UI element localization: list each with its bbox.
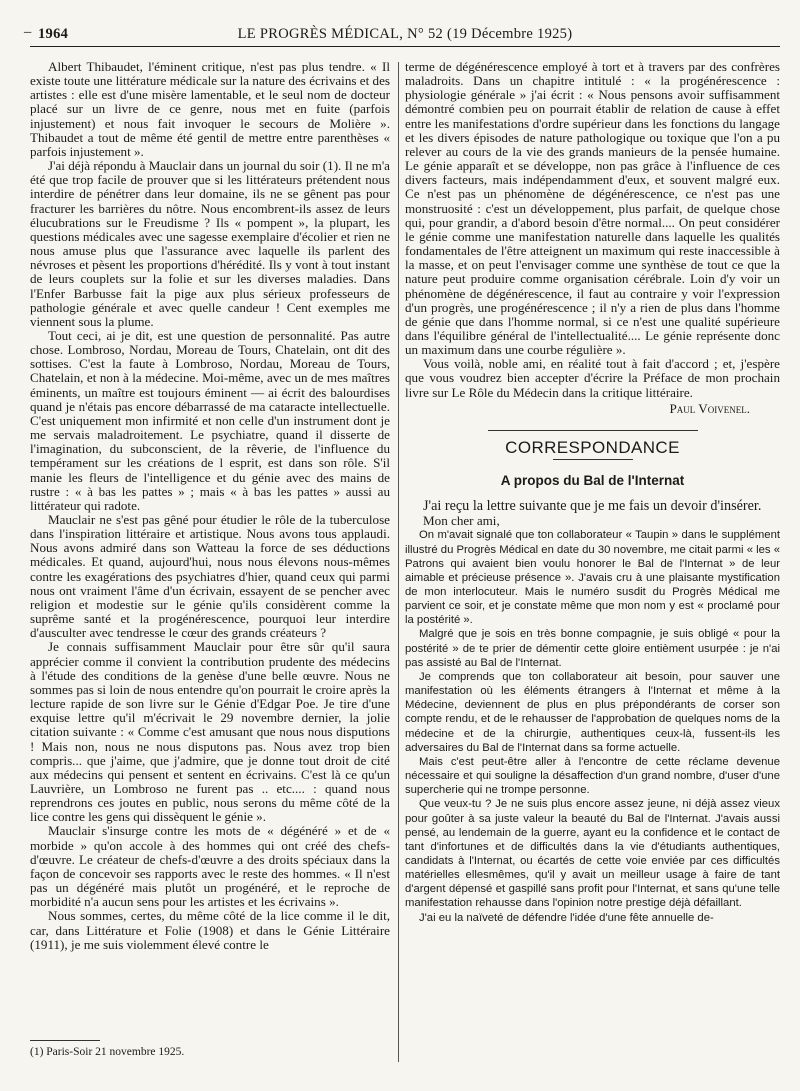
letter-body	[405, 528, 780, 924]
letter-paragraph: On m'avait signalé que ton collaborateur « Taupin » dans le supplément illustré du Progrès Médical en date du 30 novembre, me citait parmi « les « Patrons qui avaient bien voulu honorer le Bal de l'Internat » de leur aimable et précieuse présence ». J'avais cru à une plaisante mystification de mon interlocuteur. Mais le numéro susdit du Progrès Médical me parvient ce soir, et je constate même que mon nom y est « proclamé pour la postérité ».	[405, 529, 780, 627]
letter-paragraph: Je comprends que ton collaborateur ait besoin, pour sauver une manifestation où les éléments étrangers à l'Internat et même à la Médecine, deviennent de plus en plus prépondérants de corser son compte rendu, et de le rehausser de l'approbation de quelques noms de la médecine et de la chirurgie, authentiques ceux-là, fussent-ils les adversaires du Bal de l'Internat dans sa forme actuelle.	[405, 670, 780, 754]
paragraph: Albert Thibaudet, l'éminent critique, n'est pas plus tendre. « Il existe toute une littérature médicale sur la nature des écrivains et des artistes : elle est d'une misère lamentable, et le seul nom de docteur placé sur un livre de ce genre, nous met en fuite (parfois injustement) et nous fait invoquer le secours de Molière ». Thibaudet a tout de même été gentil de mettre entre parenthèses « parfois injustement ».	[30, 59, 390, 159]
paragraph: Mauclair ne s'est pas gêné pour étudier le rôle de la tuberculose dans l'inspiration littéraire et artistique. Nous avons tous applaudi. Nous avons admiré dans son Watteau la force de ses déductions médicales. Et quand, aujourd'hui, nous nous élevons nous-mêmes contre les exagérations des psychiatres d'hier, quand ceux qui parmi nous ont vraiment l'âme d'un écrivain, essayent de se pencher avec religion et modestie sur le génie qu'ils considèrent comme la suprême santé et la progénérescence, pourquoi leur interdire d'ausculter avec tendresse le cœur des grands créateurs ?	[30, 512, 390, 641]
header-dash: –	[24, 24, 32, 40]
paragraph: Vous voilà, noble ami, en réalité tout à fait d'accord ; et, j'espère que vous voudrez bien accepter d'écrire la Préface de mon prochain livre sur Le Rôle du Médecin dans la critique littéraire.	[405, 356, 780, 400]
letter-intro: J'ai reçu la lettre suivante que je me fais un devoir d'insérer.	[423, 498, 762, 515]
running-header	[24, 20, 780, 47]
section-separator	[488, 430, 698, 431]
letter-paragraph: J'ai eu la naïveté de défendre l'idée d'une fête annuelle de-	[419, 911, 714, 924]
letter-greeting: Mon cher ami,	[423, 513, 500, 529]
left-column	[30, 60, 390, 952]
paragraph: Mauclair s'insurge contre les mots de « dégénéré » et de « morbide » qu'on accole à des hommes qui ont créé des chefs-d'œuvre. Le créateur de chefs-d'œuvre a des droits spéciaux dans la façon de concevoir ses rapports avec le reste des hommes. « Il n'est pas un dégénéré mais plutôt un progénéré, et le reproche de morbidité n'a aucun sens pour les artistes et les écrivains ».	[30, 823, 390, 910]
footnote: (1) Paris-Soir 21 novembre 1925.	[30, 1046, 185, 1058]
section-title: CORRESPONDANCE	[505, 437, 680, 457]
letter-paragraph: Malgré que je sois en très bonne compagnie, je suis obligé « pour la postérité » de te prier de démentir cette gloire entièment usurpée : je n'ai pas assisté au Bal de l'Internat.	[405, 628, 780, 669]
letter-paragraph: Mais c'est peut-être aller à l'encontre de cette réclame devenue nécessaire et qui souligne la désaffection d'un grand nombre, d'user d'une supercherie qui ne trompe personne.	[405, 755, 780, 797]
column-divider	[398, 62, 399, 1062]
title-underline	[553, 459, 633, 460]
paragraph: Nous sommes, certes, du même côté de la lice comme il le dit, car, dans Littérature et Folie (1908) et dans le Génie Littéraire (1911), je me suis violemment élevé contre le	[30, 908, 390, 952]
letter-paragraph: Que veux-tu ? Je ne suis plus encore assez jeune, ni déjà assez vieux pour goûter à sa juste valeur la beauté du Bal de l'Internat. J'avais aussi pensé, au lendemain de la guerre, ayant eu la confidence et le contact de tant d'infortunes et de difficultés dans la vie d'étudiants authentiques, candidats à l'Internat, ou écartés de cette voie enviée par ces difficultés matérielles ellesmêmes, qu'il y avait un meilleur usage à faire de tant d'argent dépensé et gaspillé sans profit pour l'Internat, et sans qu'une telle manifestation rehausse dans l'opinion notre prestige déjà défaillant.	[405, 798, 780, 910]
signature-text: Paul Voivenel.	[669, 400, 750, 416]
paragraph: J'ai déjà répondu à Mauclair dans un journal du soir (1). Il ne m'a été que trop facile de prouver que si les littérateurs prétendent nous interdire de pénétrer dans leur domaine, ils ne se gênent pas pour fracturer les barrières du nôtre. Nous encombrent-ils assez de leurs élucubrations sur le Freudisme ? Ils « pompent », la plupart, les questions médicales avec une sagesse exemplaire d'écolier et rien ne nous amuse plus que l'assurance avec laquelle ils parlent des névroses et pèsent les proportions d'hérédité. Ils y vont à tout instant de leurs couplets sur la folie et sur les diverses maladies. Dans l'Enfer Barbusse fait la pige aux plus sérieux professeurs de pathologie générale et avec quelle candeur ! Cent exemples me viennent sous la plume.	[30, 158, 390, 329]
paragraph: terme de dégénérescence employé à tort et à travers par des confrères maladroits. Dans un chapitre intitulé : « la progénérescence : physiologie générale » j'ai écrit : « Nous pensons avoir suffisamment démontré combien peu on pourrait établir de relation de cause à effet entre les manifestations d'ordre supérieur dans les fonctions du langage et les divers épisodes de nature pathologique ou toxique que l'on a pu relever au cours de la vie des grands manieurs de la pensée humaine. Le génie apparaît et se développe, non pas grâce à l'influence de ces divers facteurs, mais indépendamment d'eux, et souvent malgré eux. Ce n'est pas un phénomène de dégénérescence, ce n'est pas une monstruosité : c'est un développement, plus parfait, de quelque chose qui, pour grandir, a d'abord besoin d'être normal.... On peut considérer le génie comme une manifestation naturelle dans laquelle les qualités fondamentales de l'être atteignent un maximum qui reste inaccessible à la masse, et on peut l'envisager comme une synthèse de tout ce que la nature peut produire comme organisation cérébrale. Loin d'y voir un phénomène de dégénérescence, il faut au contraire y voir l'expression d'un progrès, une progénérescence ; il n'y a rien de plus dans l'homme de génie que dans l'homme normal, si ce n'est une qualité supérieure dans l'équilibre général de l'intellectualité.... Le génie représente donc un maximum dans une courbe régulière ».	[405, 59, 780, 358]
page-number: 1964	[38, 26, 69, 42]
paragraph: Je connais suffisamment Mauclair pour être sûr qu'il saura apprécier comme il convient la contribution prudente des médecins à l'étude des conditions de la genèse d'une belle œuvre. Nous ne sommes pas si loin de nous entendre qu'on pourrait le croire après la lecture rapide de son livre sur le Génie d'Edgar Poe. Je tire d'une exquise lettre qu'il m'écrivait le 29 novembre dernier, la jolie citation suivante : « Comme c'est amusant que nous nous disputions ! Mais non, nous ne nous disputons pas. Nous avez trop bien compris... que j'aime, que j'admire, que je donne tout droit de cité aux médecins qui pensent et sentent en écrivains. C'est là ce qu'un Lauvrière, un Lombroso ne furent pas .. etc.... : quand nous reprendrons ces joutes en public, nous serons du même côté de la lice contre les gens qui dissèquent le génie ».	[30, 639, 390, 825]
letter-subtitle: A propos du Bal de l'Internat	[500, 473, 685, 489]
right-column	[405, 60, 780, 925]
running-title: LE PROGRÈS MÉDICAL, N° 52 (19 Décembre 1925)	[237, 26, 573, 42]
article-signature	[405, 402, 780, 416]
footnote-rule	[30, 1040, 100, 1041]
paragraph: Tout ceci, ai je dit, est une question de personnalité. Pas autre chose. Lombroso, Nordau, Moreau de Tours, Chatelain, ont dit des sottises. C'est la faute à Lombroso, Nordau, Moreau de Tours, Chatelain, et non à la médecine. Moi-même, avec un de mes maîtres éminents, un maître est toujours éminent — ai écrit des balourdises quand je n'étais pas encore débarrassé de ma cataracte intellectuelle. C'est uniquement mon infirmité et non celle d'un instrument dont je me servais maladroitement. Le psychiatre, quand il disserte de l'imagination, du subconscient, de la rêverie, de l'influence du tempérament sur les créations de l esprit, est dans son rôle. S'il manie les fleurs de l'intelligence et du génie avec des mains de rustre : « à bas les pattes » ; mais « à bas les pattes » aussi au littérateur qui radote.	[30, 327, 390, 513]
